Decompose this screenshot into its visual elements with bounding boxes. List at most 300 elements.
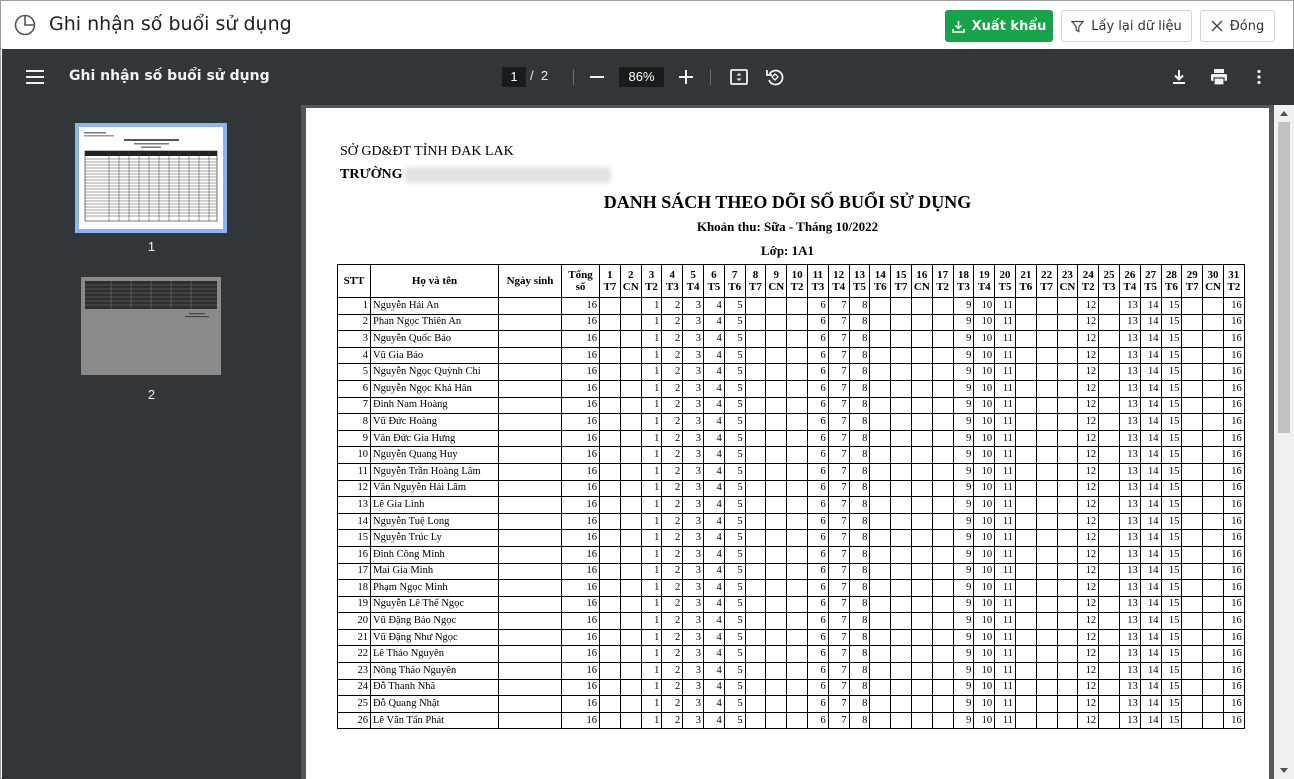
cell-day-22 — [1036, 696, 1057, 713]
cell-day-3: 1 — [641, 580, 662, 597]
cell-day-31: 16 — [1223, 696, 1244, 713]
cell-total: 16 — [562, 663, 600, 680]
export-button[interactable] — [945, 10, 1053, 42]
cell-day-6: 4 — [703, 580, 724, 597]
scrollbar-thumb[interactable] — [1278, 122, 1290, 433]
cell-name: Nguyễn Quốc Bảo — [371, 331, 499, 348]
cell-day-9 — [766, 347, 787, 364]
document-subtitle: Khoản thu: Sữa - Tháng 10/2022 — [696, 219, 879, 234]
cell-day-19: 10 — [974, 696, 995, 713]
cell-day-12: 7 — [828, 712, 849, 729]
cell-day-24: 12 — [1078, 314, 1099, 331]
cell-day-27: 14 — [1140, 596, 1161, 613]
cell-total: 16 — [562, 646, 600, 663]
cell-total: 16 — [562, 596, 600, 613]
cell-day-5: 3 — [683, 613, 704, 630]
cell-day-12: 7 — [828, 447, 849, 464]
cell-day-4: 2 — [662, 314, 683, 331]
cell-day-31: 16 — [1223, 298, 1244, 315]
cell-day-21 — [1015, 696, 1036, 713]
cell-dob — [499, 447, 562, 464]
header-day-23: 23 CN — [1057, 265, 1078, 298]
cell-day-30 — [1203, 331, 1224, 348]
cell-day-14 — [870, 347, 891, 364]
cell-day-7: 5 — [724, 646, 745, 663]
cell-day-17 — [932, 712, 953, 729]
cell-day-15 — [891, 513, 912, 530]
cell-day-23 — [1057, 414, 1078, 431]
cell-total: 16 — [562, 463, 600, 480]
cell-day-28: 15 — [1161, 314, 1182, 331]
cell-day-20: 11 — [995, 380, 1016, 397]
cell-day-21 — [1015, 414, 1036, 431]
cell-day-24: 12 — [1078, 613, 1099, 630]
header-day-28: 28 T6 — [1161, 265, 1182, 298]
cell-day-9 — [766, 364, 787, 381]
cell-day-9 — [766, 463, 787, 480]
cell-day-14 — [870, 463, 891, 480]
cell-day-5: 3 — [683, 663, 704, 680]
reload-data-label: Lấy lại dữ liệu — [1091, 18, 1182, 34]
cell-day-1 — [600, 397, 621, 414]
cell-day-30 — [1203, 712, 1224, 729]
cell-day-29 — [1182, 298, 1203, 315]
header-day-24: 24 T2 — [1078, 265, 1099, 298]
cell-day-14 — [870, 513, 891, 530]
cell-day-17 — [932, 347, 953, 364]
cell-day-21 — [1015, 530, 1036, 547]
cell-day-11: 6 — [807, 298, 828, 315]
table-row — [338, 712, 1245, 729]
cell-dob — [499, 513, 562, 530]
cell-day-21 — [1015, 331, 1036, 348]
cell-day-10 — [787, 546, 808, 563]
cell-day-28: 15 — [1161, 546, 1182, 563]
page-thumbnail-2[interactable] — [81, 277, 221, 375]
cell-day-20: 11 — [995, 447, 1016, 464]
cell-day-11: 6 — [807, 596, 828, 613]
cell-day-2 — [620, 331, 641, 348]
cell-day-31: 16 — [1223, 679, 1244, 696]
cell-day-19: 10 — [974, 347, 995, 364]
reload-data-button[interactable] — [1061, 10, 1192, 42]
header-day-12: 12 T4 — [828, 265, 849, 298]
cell-day-11: 6 — [807, 463, 828, 480]
cell-day-21 — [1015, 679, 1036, 696]
cell-day-1 — [600, 629, 621, 646]
cell-day-27: 14 — [1140, 530, 1161, 547]
cell-day-11: 6 — [807, 646, 828, 663]
cell-day-1 — [600, 331, 621, 348]
cell-day-29 — [1182, 563, 1203, 580]
cell-day-15 — [891, 447, 912, 464]
cell-name: Nguyễn Trần Hoàng Lâm — [371, 463, 499, 480]
cell-day-19: 10 — [974, 546, 995, 563]
cell-total: 16 — [562, 696, 600, 713]
cell-day-20: 11 — [995, 397, 1016, 414]
cell-day-10 — [787, 331, 808, 348]
cell-day-15 — [891, 696, 912, 713]
cell-day-21 — [1015, 347, 1036, 364]
cell-day-3: 1 — [641, 563, 662, 580]
cell-day-3: 1 — [641, 613, 662, 630]
cell-day-3: 1 — [641, 480, 662, 497]
cell-day-27: 14 — [1140, 646, 1161, 663]
cell-day-20: 11 — [995, 613, 1016, 630]
cell-day-2 — [620, 613, 641, 630]
cell-day-24: 12 — [1078, 430, 1099, 447]
print-icon[interactable] — [1207, 65, 1231, 89]
cell-day-8 — [745, 298, 766, 315]
cell-day-23 — [1057, 629, 1078, 646]
cell-day-3: 1 — [641, 380, 662, 397]
cell-day-28: 15 — [1161, 463, 1182, 480]
cell-day-26: 13 — [1119, 380, 1140, 397]
rotate-icon[interactable] — [763, 65, 787, 89]
header-day-27: 27 T5 — [1140, 265, 1161, 298]
table-row — [338, 414, 1245, 431]
cell-day-30 — [1203, 580, 1224, 597]
cell-total: 16 — [562, 314, 600, 331]
cell-day-30 — [1203, 414, 1224, 431]
cell-day-26: 13 — [1119, 546, 1140, 563]
header-day-6: 6 T5 — [703, 265, 724, 298]
cell-day-16 — [911, 563, 932, 580]
cell-day-19: 10 — [974, 331, 995, 348]
cell-day-3: 1 — [641, 331, 662, 348]
cell-day-27: 14 — [1140, 480, 1161, 497]
cell-day-25 — [1099, 480, 1120, 497]
cell-day-6: 4 — [703, 347, 724, 364]
cell-day-10 — [787, 314, 808, 331]
cell-day-13: 8 — [849, 546, 870, 563]
cell-day-3: 1 — [641, 463, 662, 480]
cell-day-2 — [620, 480, 641, 497]
cell-day-25 — [1099, 298, 1120, 315]
cell-day-22 — [1036, 513, 1057, 530]
cell-day-15 — [891, 712, 912, 729]
cell-day-1 — [600, 380, 621, 397]
header-day-8: 8 T7 — [745, 265, 766, 298]
cell-day-28: 15 — [1161, 663, 1182, 680]
cell-day-26: 13 — [1119, 513, 1140, 530]
cell-name: Văn Nguyễn Hải Lâm — [371, 480, 499, 497]
cell-day-28: 15 — [1161, 397, 1182, 414]
cell-day-7: 5 — [724, 314, 745, 331]
header-day-17: 17 T2 — [932, 265, 953, 298]
cell-day-29 — [1182, 696, 1203, 713]
cell-day-19: 10 — [974, 497, 995, 514]
cell-day-8 — [745, 712, 766, 729]
cell-dob — [499, 563, 562, 580]
cell-name: Đinh Công Minh — [371, 546, 499, 563]
cell-day-23 — [1057, 463, 1078, 480]
cell-day-31: 16 — [1223, 347, 1244, 364]
cell-day-19: 10 — [974, 613, 995, 630]
header-stt: STT — [338, 265, 371, 298]
cell-day-10 — [787, 712, 808, 729]
cell-day-9 — [766, 679, 787, 696]
cell-day-23 — [1057, 497, 1078, 514]
cell-day-6: 4 — [703, 397, 724, 414]
cell-day-27: 14 — [1140, 613, 1161, 630]
cell-day-5: 3 — [683, 480, 704, 497]
cell-day-30 — [1203, 546, 1224, 563]
cell-dob — [499, 530, 562, 547]
download-icon[interactable] — [1167, 65, 1191, 89]
cell-day-7: 5 — [724, 580, 745, 597]
cell-day-22 — [1036, 546, 1057, 563]
header-day-2: 2 CN — [620, 265, 641, 298]
cell-day-6: 4 — [703, 414, 724, 431]
cell-day-19: 10 — [974, 447, 995, 464]
cell-dob — [499, 414, 562, 431]
table-row — [338, 629, 1245, 646]
cell-day-21 — [1015, 546, 1036, 563]
cell-day-3: 1 — [641, 430, 662, 447]
cell-day-4: 2 — [662, 513, 683, 530]
cell-day-16 — [911, 298, 932, 315]
cell-name: Mai Gia Minh — [371, 563, 499, 580]
header-name: Họ và tên — [371, 265, 499, 298]
cell-day-6: 4 — [703, 596, 724, 613]
cell-day-2 — [620, 497, 641, 514]
cell-day-8 — [745, 430, 766, 447]
table-row — [338, 314, 1245, 331]
cell-day-21 — [1015, 580, 1036, 597]
cell-day-18: 9 — [953, 663, 974, 680]
cell-day-17 — [932, 331, 953, 348]
cell-day-22 — [1036, 613, 1057, 630]
cell-day-25 — [1099, 646, 1120, 663]
header-day-3: 3 T2 — [641, 265, 662, 298]
cell-day-31: 16 — [1223, 663, 1244, 680]
cell-day-19: 10 — [974, 364, 995, 381]
table-row — [338, 447, 1245, 464]
cell-day-7: 5 — [724, 380, 745, 397]
cell-day-14 — [870, 480, 891, 497]
cell-name: Đỗ Thanh Nhã — [371, 679, 499, 696]
cell-day-23 — [1057, 563, 1078, 580]
menu-icon[interactable] — [26, 67, 44, 87]
cell-day-10 — [787, 463, 808, 480]
cell-day-31: 16 — [1223, 397, 1244, 414]
cell-day-12: 7 — [828, 513, 849, 530]
cell-day-1 — [600, 696, 621, 713]
cell-day-29 — [1182, 530, 1203, 547]
cell-day-5: 3 — [683, 463, 704, 480]
cell-day-23 — [1057, 331, 1078, 348]
cell-day-29 — [1182, 629, 1203, 646]
cell-day-20: 11 — [995, 347, 1016, 364]
cell-day-20: 11 — [995, 513, 1016, 530]
cell-day-30 — [1203, 696, 1224, 713]
cell-day-28: 15 — [1161, 430, 1182, 447]
cell-day-12: 7 — [828, 414, 849, 431]
cell-day-10 — [787, 613, 808, 630]
cell-total: 16 — [562, 364, 600, 381]
cell-day-17 — [932, 414, 953, 431]
cell-day-1 — [600, 613, 621, 630]
cell-day-3: 1 — [641, 646, 662, 663]
cell-day-1 — [600, 480, 621, 497]
cell-day-19: 10 — [974, 480, 995, 497]
cell-day-27: 14 — [1140, 331, 1161, 348]
cell-day-10 — [787, 663, 808, 680]
cell-day-12: 7 — [828, 663, 849, 680]
cell-day-22 — [1036, 430, 1057, 447]
cell-day-14 — [870, 629, 891, 646]
page-thumbnail-1[interactable] — [75, 123, 227, 233]
cell-day-18: 9 — [953, 530, 974, 547]
page-number-input[interactable]: 1 — [502, 67, 526, 87]
cell-day-6: 4 — [703, 613, 724, 630]
cell-day-30 — [1203, 463, 1224, 480]
cell-day-25 — [1099, 596, 1120, 613]
cell-day-8 — [745, 580, 766, 597]
zoom-level-input[interactable]: 86% — [619, 67, 664, 87]
cell-day-28: 15 — [1161, 447, 1182, 464]
cell-day-15 — [891, 314, 912, 331]
cell-day-6: 4 — [703, 712, 724, 729]
cell-day-11: 6 — [807, 447, 828, 464]
cell-day-18: 9 — [953, 497, 974, 514]
document-title: Ghi nhận số buổi sử dụng — [69, 68, 270, 84]
cell-day-29 — [1182, 679, 1203, 696]
cell-name: Nông Thảo Nguyên — [371, 663, 499, 680]
cell-day-17 — [932, 696, 953, 713]
cell-name: Vũ Đặng Bảo Ngọc — [371, 613, 499, 630]
cell-day-17 — [932, 546, 953, 563]
cell-day-29 — [1182, 397, 1203, 414]
scroll-down-arrow-icon[interactable] — [1280, 768, 1288, 773]
cell-day-23 — [1057, 530, 1078, 547]
cell-day-22 — [1036, 663, 1057, 680]
cell-day-4: 2 — [662, 546, 683, 563]
cell-day-5: 3 — [683, 447, 704, 464]
cell-day-29 — [1182, 347, 1203, 364]
cell-day-20: 11 — [995, 314, 1016, 331]
cell-day-2 — [620, 580, 641, 597]
cell-day-3: 1 — [641, 447, 662, 464]
zoom-out-button[interactable] — [585, 65, 609, 89]
cell-day-27: 14 — [1140, 629, 1161, 646]
header-day-25: 25 T3 — [1099, 265, 1120, 298]
cell-day-7: 5 — [724, 480, 745, 497]
cell-day-24: 12 — [1078, 563, 1099, 580]
cell-day-23 — [1057, 430, 1078, 447]
cell-day-12: 7 — [828, 613, 849, 630]
cell-day-1 — [600, 563, 621, 580]
cell-day-21 — [1015, 596, 1036, 613]
cell-day-6: 4 — [703, 513, 724, 530]
cell-day-12: 7 — [828, 646, 849, 663]
cell-day-14 — [870, 447, 891, 464]
cell-day-2 — [620, 663, 641, 680]
cell-name: Nguyễn Ngọc Khả Hân — [371, 380, 499, 397]
cell-day-15 — [891, 480, 912, 497]
cell-day-22 — [1036, 497, 1057, 514]
more-options-icon[interactable] — [1247, 65, 1271, 89]
cell-day-21 — [1015, 712, 1036, 729]
cell-day-28: 15 — [1161, 497, 1182, 514]
cell-day-30 — [1203, 629, 1224, 646]
cell-day-12: 7 — [828, 497, 849, 514]
cell-day-26: 13 — [1119, 696, 1140, 713]
cell-day-3: 1 — [641, 679, 662, 696]
cell-day-27: 14 — [1140, 380, 1161, 397]
cell-stt: 21 — [338, 629, 371, 646]
cell-total: 16 — [562, 497, 600, 514]
cell-day-22 — [1036, 712, 1057, 729]
cell-stt: 22 — [338, 646, 371, 663]
cell-name: Nguyễn Ngọc Quỳnh Chi — [371, 364, 499, 381]
cell-day-10 — [787, 397, 808, 414]
cell-day-16 — [911, 447, 932, 464]
table-row — [338, 646, 1245, 663]
zoom-in-button[interactable] — [674, 65, 698, 89]
table-row — [338, 546, 1245, 563]
cell-day-27: 14 — [1140, 679, 1161, 696]
cell-dob — [499, 696, 562, 713]
cell-day-24: 12 — [1078, 397, 1099, 414]
cell-day-1 — [600, 580, 621, 597]
cell-day-16 — [911, 613, 932, 630]
cell-day-29 — [1182, 663, 1203, 680]
cell-day-31: 16 — [1223, 563, 1244, 580]
cell-day-13: 8 — [849, 463, 870, 480]
cell-day-31: 16 — [1223, 513, 1244, 530]
document-viewport[interactable] — [301, 105, 1274, 779]
cell-day-18: 9 — [953, 447, 974, 464]
header-day-1: 1 T7 — [600, 265, 621, 298]
cell-day-5: 3 — [683, 397, 704, 414]
cell-day-1 — [600, 447, 621, 464]
cell-name: Lê Văn Tấn Phát — [371, 712, 499, 729]
cell-day-18: 9 — [953, 480, 974, 497]
cell-day-28: 15 — [1161, 563, 1182, 580]
fit-page-icon[interactable] — [727, 65, 751, 89]
cell-day-25 — [1099, 414, 1120, 431]
cell-day-31: 16 — [1223, 331, 1244, 348]
cell-day-26: 13 — [1119, 563, 1140, 580]
cell-day-21 — [1015, 397, 1036, 414]
cell-day-7: 5 — [724, 613, 745, 630]
header-day-20: 20 T5 — [995, 265, 1016, 298]
cell-total: 16 — [562, 546, 600, 563]
close-button[interactable] — [1200, 10, 1275, 42]
cell-day-5: 3 — [683, 546, 704, 563]
cell-day-11: 6 — [807, 414, 828, 431]
scroll-up-arrow-icon[interactable] — [1280, 111, 1288, 116]
cell-day-17 — [932, 314, 953, 331]
cell-day-24: 12 — [1078, 331, 1099, 348]
cell-dob — [499, 663, 562, 680]
cell-day-2 — [620, 414, 641, 431]
cell-day-2 — [620, 712, 641, 729]
cell-total: 16 — [562, 629, 600, 646]
cell-day-5: 3 — [683, 314, 704, 331]
cell-day-18: 9 — [953, 646, 974, 663]
vertical-scrollbar[interactable] — [1274, 105, 1294, 779]
cell-day-2 — [620, 380, 641, 397]
cell-name: Nguyễn Trúc Ly — [371, 530, 499, 547]
cell-day-6: 4 — [703, 447, 724, 464]
cell-day-23 — [1057, 613, 1078, 630]
cell-day-20: 11 — [995, 530, 1016, 547]
cell-day-8 — [745, 497, 766, 514]
cell-day-16 — [911, 712, 932, 729]
